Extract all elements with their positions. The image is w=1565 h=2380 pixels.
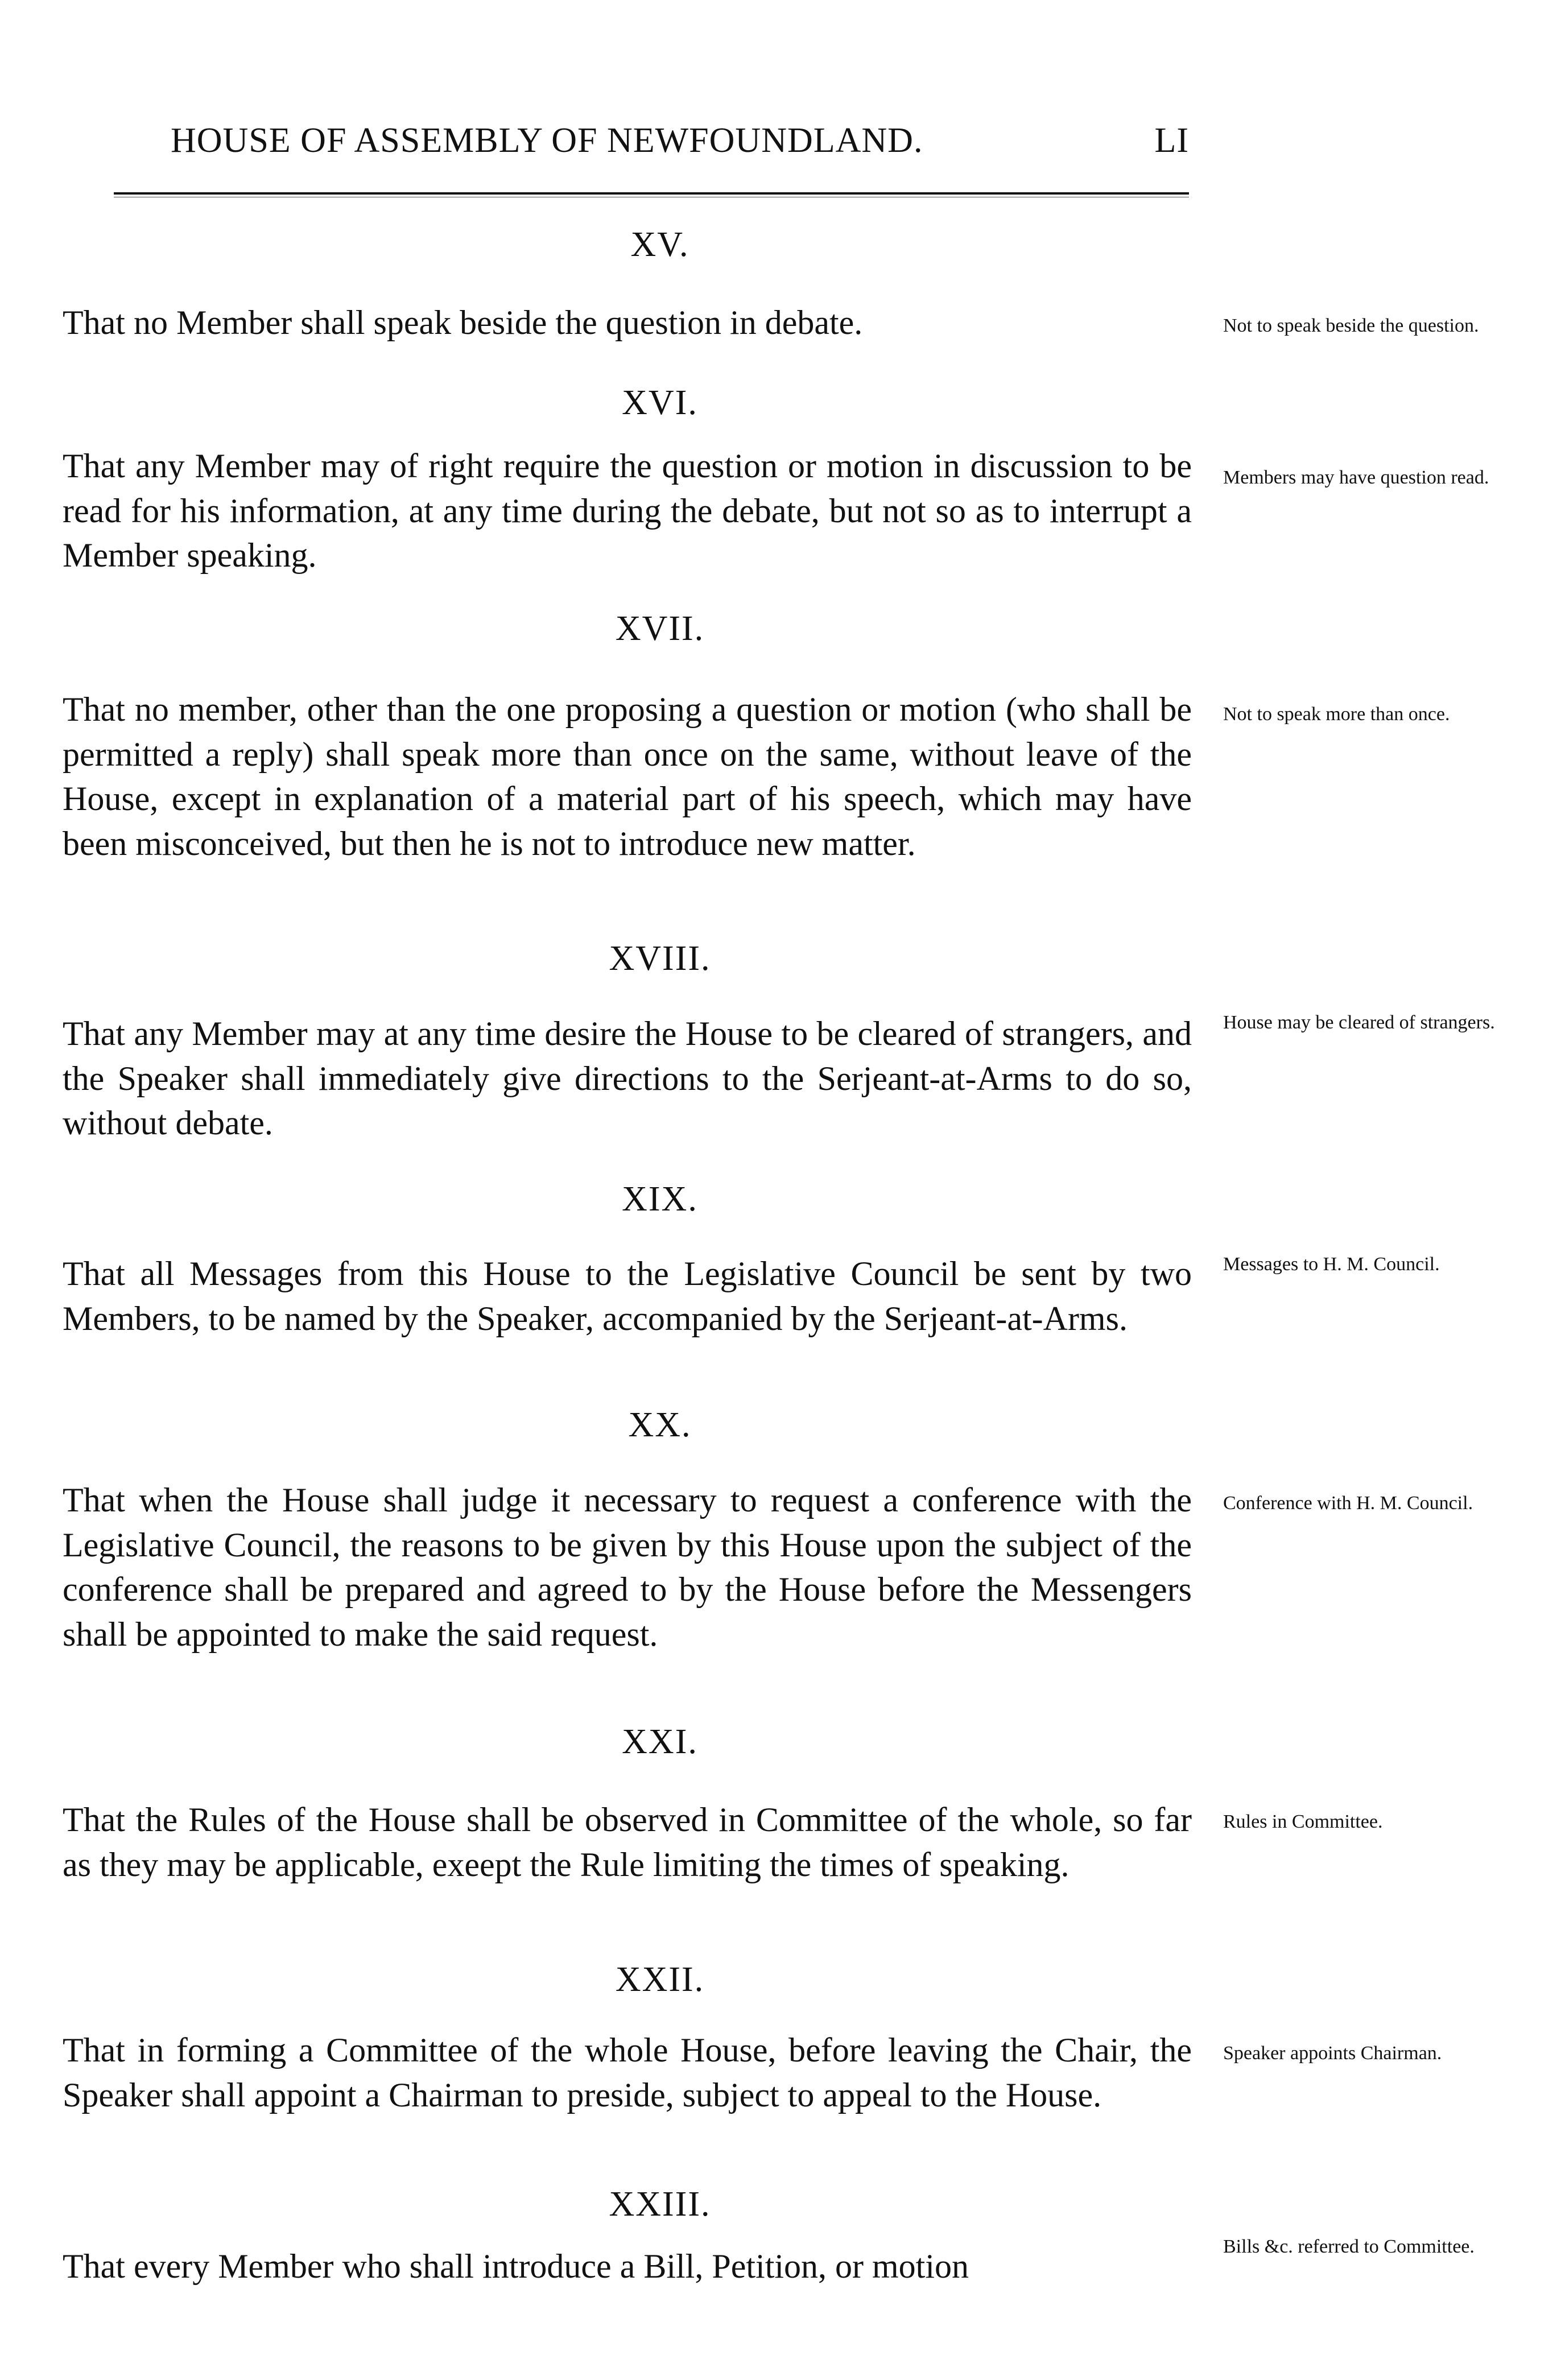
margin-note: Not to speak beside the question. [1223, 315, 1479, 336]
margin-note: Messages to H. M. Council. [1223, 1254, 1440, 1275]
rule-numeral: XXII. [615, 1960, 705, 1999]
rule-text: That in forming a Committee of the whole House, before leaving the Chair, the Speaker shall appoint a Chairman to preside, subject to appeal to the House. [63, 2031, 1192, 2114]
margin-note: Speaker appoints Chairman. [1223, 2043, 1442, 2064]
rule-text: That no Member shall speak beside the question in debate. [63, 304, 863, 341]
header-title: HOUSE OF ASSEMBLY OF NEWFOUNDLAND. [171, 121, 923, 160]
page-number: LI [1154, 121, 1189, 160]
rule-text: That no member, other than the one proposing a question or motion (who shall be permitted a reply) shall speak more than once on the same, without leave of the House, except in explanation of a material part of his speech, which may have been misconceived, but then he is not to introduce new matter. [63, 691, 1192, 862]
header-rule [114, 192, 1189, 195]
rule-numeral: XVII. [615, 609, 705, 648]
rule-text: That any Member may at any time desire the House to be cleared of strangers, and the Speaker shall immediately give directions to the Serjeant-at-Arms to do so, without debate. [63, 1015, 1192, 1142]
margin-note: Not to speak more than once. [1223, 704, 1450, 725]
margin-note: House may be cleared of strangers. [1223, 1012, 1495, 1033]
running-header [171, 121, 1189, 166]
margin-note: Conference with H. M. Council. [1223, 1493, 1473, 1514]
rule-numeral: XVI. [622, 383, 698, 422]
rule-text: That every Member who shall introduce a Bill, Petition, or motion [63, 2247, 969, 2285]
margin-note: Members may have question read. [1223, 467, 1489, 488]
margin-note: Bills &c. referred to Committee. [1223, 2236, 1475, 2257]
rule-text: That when the House shall judge it necessary to request a conference with the Legislative Council, the reasons to be given by this House upon the subject of the conference shall be prepared and agreed to by the House before the Messengers shall be appointed to make the said request. [63, 1481, 1192, 1653]
rule-numeral: XXIII. [609, 2185, 711, 2224]
rule-numeral: XX. [628, 1406, 692, 1444]
rule-text: That all Messages from this House to the Legislative Council be sent by two Members, to be named by the Speaker, accompanied by the Serjeant-at-Arms. [63, 1255, 1192, 1337]
rule-text: That any Member may of right require the question or motion in discussion to be read for his information, at any time during the debate, but not so as to interrupt a Member speaking. [63, 447, 1192, 574]
rule-numeral: XXI. [622, 1722, 698, 1761]
rule-text: That the Rules of the House shall be observed in Committee of the whole, so far as they may be applicable, exeept the Rule limiting the times of speaking. [63, 1801, 1192, 1883]
rule-numeral: XIX. [622, 1180, 698, 1218]
rule-numeral: XVIII. [609, 939, 711, 978]
rule-numeral: XV. [630, 225, 689, 264]
margin-note: Rules in Committee. [1223, 1811, 1383, 1832]
